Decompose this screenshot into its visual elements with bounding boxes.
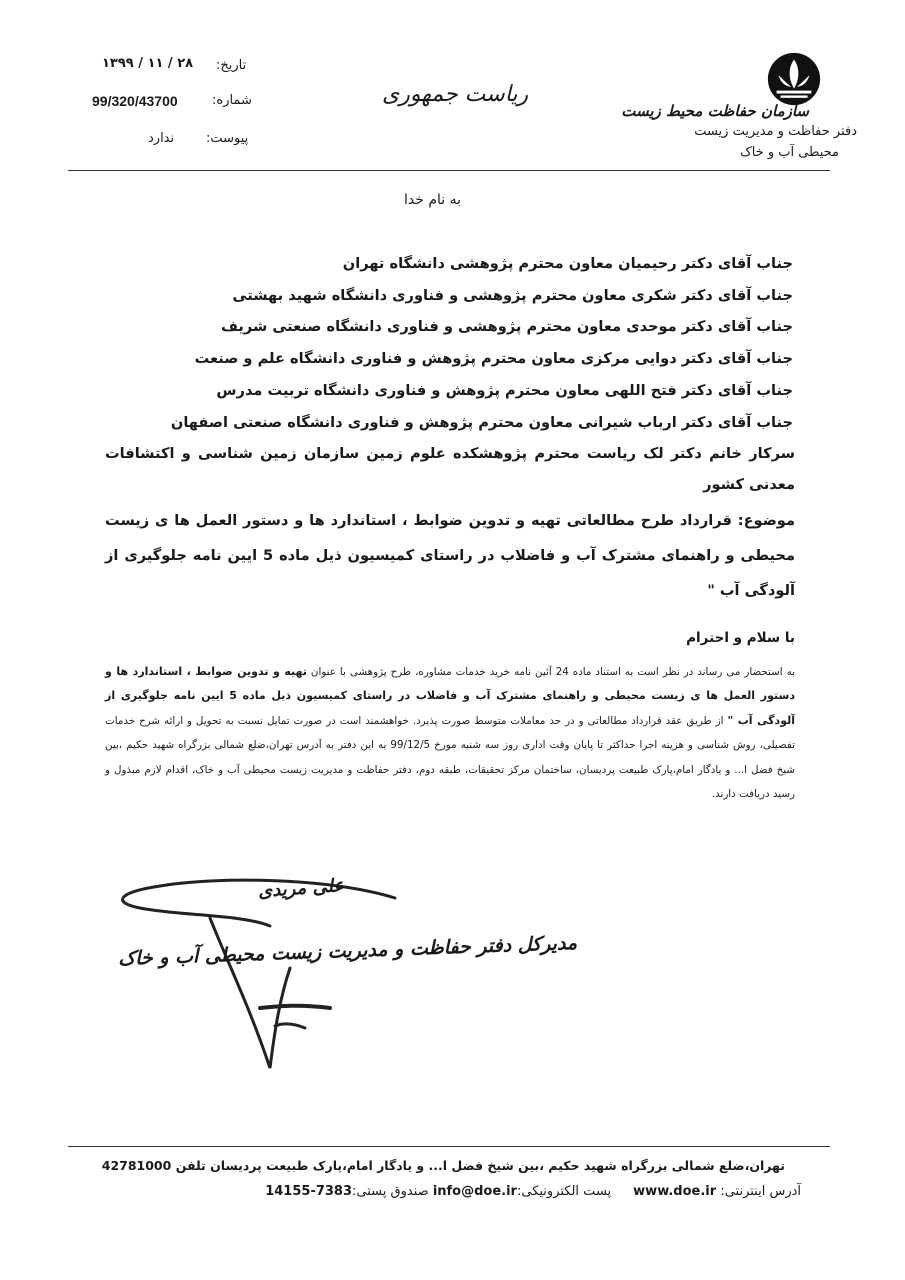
organization-logo [765, 50, 823, 108]
signatory-title: مدیرکل دفتر حفاظت و مدیریت زیست محیطی آب و خاک [117, 931, 578, 971]
website-link[interactable]: www.doe.ir [633, 1184, 717, 1199]
number-value: 99/320/43700 [92, 93, 178, 109]
organization-name: سازمان حفاظت محیط زیست [621, 102, 809, 120]
letter-body [105, 660, 795, 806]
department-name-line1: دفتر حفاظت و مدیریت زیست [694, 124, 857, 139]
body-text-details: از طریق عقد قرارداد مطالعاتی و در حد معاملات متوسط صورت پذیرد. خواهشمند است در صورت تمایل نسبت به تحویل و ارائه شرح خدمات تفصیلی، روش شناسی و هزینه اجرا حداکثر تا پایان وقت اداری روز سه شنبه مورخ 99/12/5 به این دفتر به آدرس تهران،ضلع شمالی بزرگراه شهید حکیم ،بین شیخ فضل ا... و یادگار امام،پارک طبیعت پردیسان، ساختمان مرکز تحقیقات، طبقه دوم، دفتر حفاظت و مدیریت زیست محیطی آب و خاک، اقدام لازم مبذول و رسید دریافت دارند. [105, 714, 795, 801]
recipient-line: جناب آقای دکتر فتح اللهی معاون محترم پژوهش و فناوری دانشگاه تربیت مدرس [216, 382, 793, 399]
signatory-name: علی مریدی [257, 875, 345, 902]
letter-subject: موضوع: قرارداد طرح مطالعاتی تهیه و تدوین ضوابط ، استاندارد ها و دستور العمل ها ی زیست محیطی و راهنمای مشترک آب و فاضلاب در راستای کمیسیون ذیل ماده 5 ایین نامه جلوگیری از آلودگی آب " [105, 512, 795, 599]
department-name-line2: محیطی آب و خاک [740, 145, 839, 160]
website-label: آدرس اینترنتی: [720, 1184, 801, 1199]
handwritten-signature [100, 858, 400, 1083]
presidency-emblem-text: ریاست جمهوری [382, 82, 529, 107]
basmala: به نام خدا [404, 192, 462, 208]
footer-divider [68, 1146, 830, 1147]
pobox-label: صندوق پستی: [352, 1184, 429, 1199]
recipient-line: جناب آقای دکتر موحدی معاون محترم پژوهشی و فناوری دانشگاه صنعتی شریف [221, 318, 793, 335]
greeting: با سلام و احترام [686, 630, 795, 646]
recipient-line: سرکار خانم دکتر لک ریاست محترم پژوهشکده علوم زمین سازمان زمین شناسی و اکتشافات [105, 445, 795, 462]
attachment-value: ندارد [148, 131, 175, 146]
footer-contact [265, 1184, 801, 1199]
email-link[interactable]: info@doe.ir [432, 1184, 517, 1199]
header-divider [68, 170, 830, 171]
email-label: پست الکترونیکی: [516, 1184, 612, 1199]
recipient-line: جناب آقای دکتر ارباب شیرانی معاون محترم پژوهش و فناوری دانشگاه صنعتی اصفهان [170, 414, 793, 431]
pobox-value: 7383-14155 [265, 1184, 353, 1199]
body-text-project-title: تهیه و تدوین ضوابط ، استاندارد ها و دستور العمل ها ی زیست محیطی و راهنمای مشترک آب و فاضلاب در راستای کمیسیون ذیل ماده 5 ایین نامه جلوگیری از آلودگی آب " [105, 665, 795, 727]
date-label: تاریخ: [216, 58, 247, 73]
footer-address: تهران،ضلع شمالی بزرگراه شهید حکیم ،بین شیخ فضل ا... و یادگار امام،پارک طبیعت پردیسان تلفن 42781000 [101, 1158, 785, 1173]
date-value: ۱۳۹۹ / ۱۱ / ۲۸ [102, 56, 194, 71]
recipient-line: جناب آقای دکتر دوایی مرکزی معاون محترم پژوهش و فناوری دانشگاه علم و صنعت [194, 350, 793, 367]
attachment-label: پیوست: [206, 131, 249, 146]
recipient-line: جناب آقای دکتر شکری معاون محترم پژوهشی و فناوری دانشگاه شهید بهشتی [232, 287, 793, 304]
number-label: شماره: [212, 93, 252, 108]
recipient-line-continuation: معدنی کشور [703, 476, 795, 493]
body-text-intro: به استحضار می رساند در نظر است به استناد ماده 24 آئین نامه خرید خدمات مشاوره، طرح پژوهشی با عنوان [306, 666, 796, 678]
recipient-line: جناب آقای دکتر رحیمیان معاون محترم پژوهشی دانشگاه تهران [342, 255, 793, 272]
